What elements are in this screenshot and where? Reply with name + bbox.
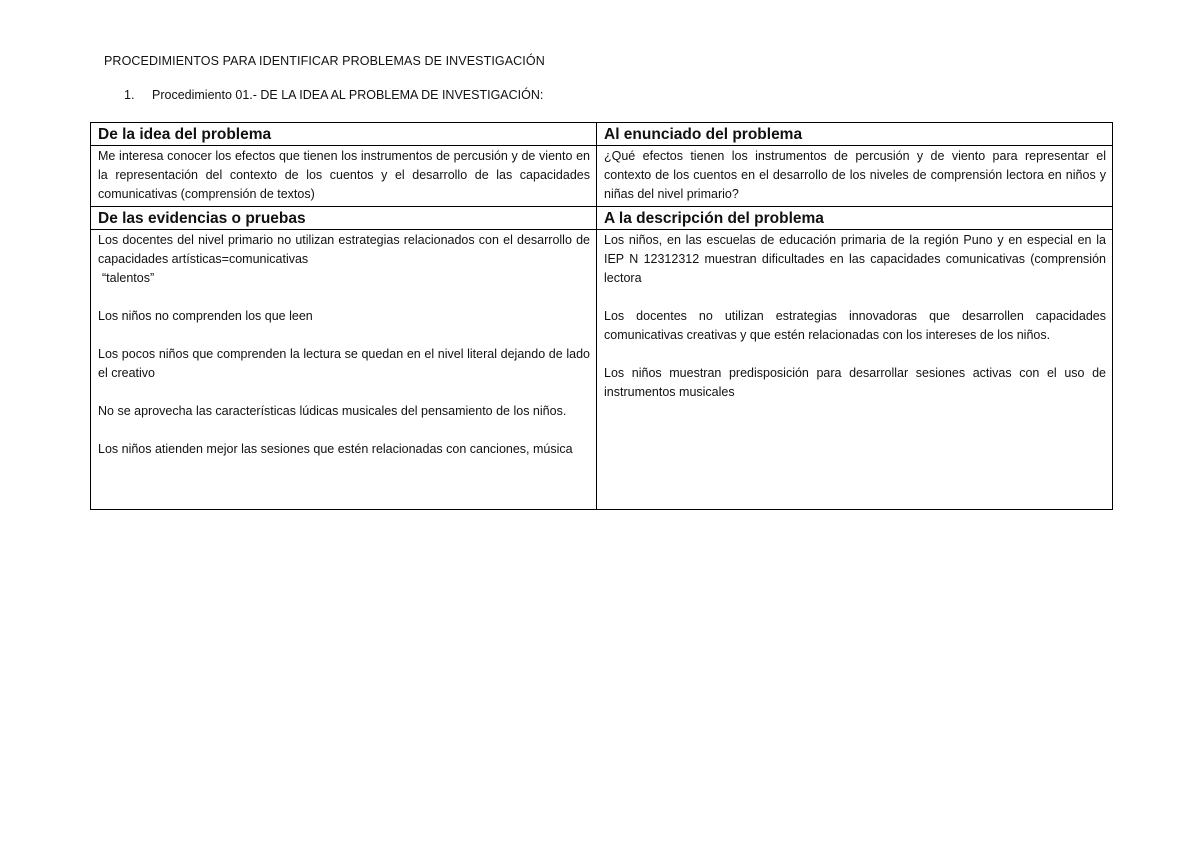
cell-descripcion-text: [597, 230, 1113, 510]
description-paragraph: Los docentes no utilizan estrategias innovadoras que desarrollen capacidades comunicativas creativas y que estén relacionadas con los intereses de los niños.: [604, 309, 1106, 342]
table-row: [91, 123, 1113, 146]
table-row: [91, 146, 1113, 207]
cell-idea-text: [91, 146, 597, 207]
header-descripcion-del-problema: A la descripción del problema: [597, 207, 1113, 230]
document-title: PROCEDIMIENTOS PARA IDENTIFICAR PROBLEMAS DE INVESTIGACIÓN: [104, 54, 545, 68]
table-row: [91, 230, 1113, 510]
description-paragraph: Los niños muestran predisposición para desarrollar sesiones activas con el uso de instrumentos musicales: [604, 366, 1106, 399]
evidence-paragraph: Los niños atienden mejor las sesiones que estén relacionadas con canciones, música: [98, 442, 573, 456]
header-idea-del-problema: De la idea del problema: [91, 123, 597, 146]
enunciado-paragraph: ¿Qué efectos tienen los instrumentos de percusión y de viento para representar el contexto de los cuentos en el desarrollo de los niveles de comprensión lectora en niños y niñas del nivel primario?: [604, 149, 1106, 201]
procedure-list-item: [124, 88, 543, 102]
list-item-text: Procedimiento 01.- DE LA IDEA AL PROBLEMA DE INVESTIGACIÓN:: [152, 88, 544, 102]
evidence-paragraph: Los docentes del nivel primario no utilizan estrategias relacionados con el desarrollo de capacidades artísticas=comunicativas: [98, 233, 590, 266]
problem-table: [90, 122, 1113, 510]
header-enunciado-del-problema: Al enunciado del problema: [597, 123, 1113, 146]
evidence-paragraph: No se aprovecha las características lúdicas musicales del pensamiento de los niños.: [98, 404, 567, 418]
header-evidencias-o-pruebas: De las evidencias o pruebas: [91, 207, 597, 230]
list-item-number: 1.: [124, 88, 135, 102]
evidence-paragraph: Los niños no comprenden los que leen: [98, 309, 313, 323]
description-paragraph: Los niños, en las escuelas de educación primaria de la región Puno y en especial en la IEP N 12312312 muestran dificultades en las capacidades comunicativas (comprensión lectora: [604, 233, 1106, 285]
evidence-paragraph: Los pocos niños que comprenden la lectura se quedan en el nivel literal dejando de lado el creativo: [98, 347, 590, 380]
cell-enunciado-text: [597, 146, 1113, 207]
table-row: [91, 207, 1113, 230]
idea-paragraph: Me interesa conocer los efectos que tienen los instrumentos de percusión y de viento en la representación del contexto de los cuentos y el desarrollo de las capacidades comunicativas (comprensión de textos): [98, 149, 590, 201]
cell-evidencias-text: [91, 230, 597, 510]
evidence-paragraph: “talentos”: [102, 271, 155, 285]
